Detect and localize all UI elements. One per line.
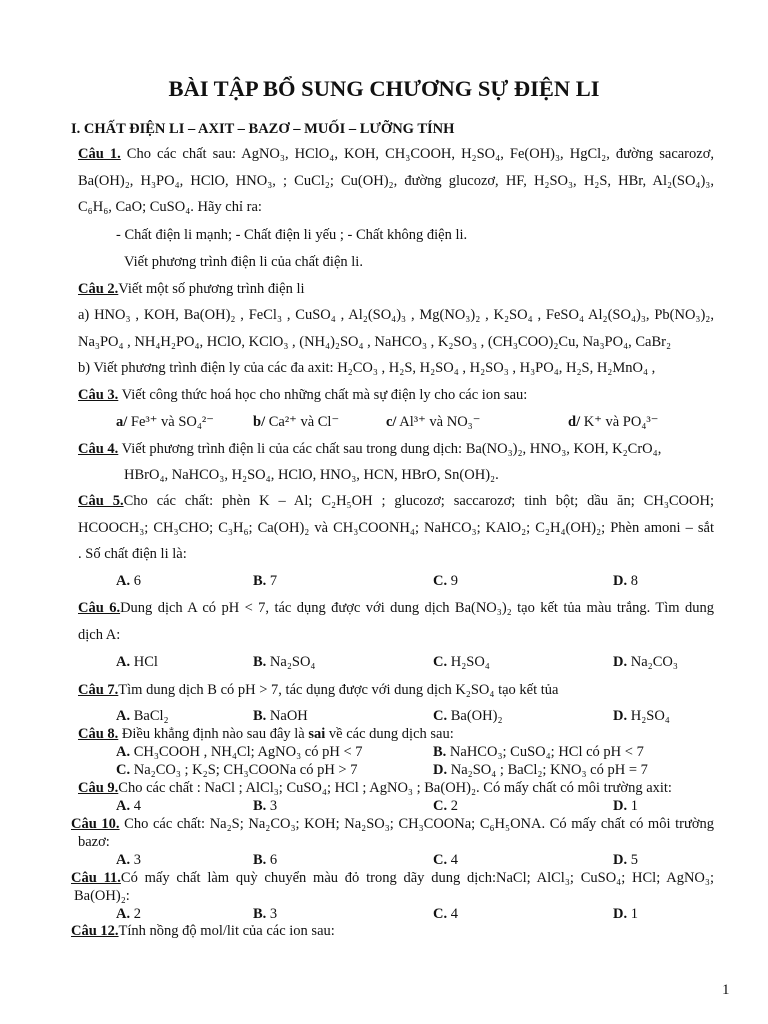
- question-5-option-d: D. 8: [613, 573, 638, 589]
- question-3-option-b: b/ Ca²⁺ và Cl⁻: [253, 414, 340, 430]
- question-8-option-d: D. Na₂SO₄ ; BaCl₂; KNO₃ có pH = 7: [433, 762, 648, 778]
- question-9-option-d: D. 1: [613, 798, 638, 814]
- question-9-line-1: Câu 9.Cho các chất : NaCl ; AlCl₃; CuSO₄; HCl ; AgNO₃ ; Ba(OH)₂. Có mấy chất có môi trường axit:: [78, 780, 672, 796]
- question-3-line-1: Câu 3. Viết công thức hoá học cho những chất mà sự điện ly cho các ion sau:: [78, 387, 528, 403]
- question-3-option-d: d/ K⁺ và PO₄³⁻: [568, 414, 659, 430]
- question-7-option-d: D. H₂SO₄: [613, 708, 670, 724]
- question-7-option-b: B. NaOH: [253, 708, 308, 724]
- question-7-option-c: C. Ba(OH)₂: [433, 708, 503, 724]
- question-3-label: Câu 3.: [78, 387, 119, 403]
- page-number: 1: [722, 982, 730, 998]
- question-9-option-b: B. 3: [253, 798, 278, 814]
- question-2-line-3: Na₃PO₄ , NH₄H₂PO₄, HClO, KClO₃ , (NH₄)₂SO₄ , NaHCO₃ , K₂SO₃ , (CH₃COO)₂Cu, Na₃PO₄, CaBr₂: [78, 334, 672, 350]
- question-1-line-1: Câu 1. Cho các chất sau: AgNO₃, HClO₄, KOH, CH₃COOH, H₂SO₄, Fe(OH)₃, HgCl₂, đường sacarozơ,: [78, 146, 714, 162]
- question-5-option-b: B. 7: [253, 573, 278, 589]
- question-3-option-c: c/ Al³⁺ và NO₃⁻: [386, 414, 481, 430]
- question-10-line-2: bazơ:: [78, 834, 110, 850]
- question-10-option-b: B. 6: [253, 852, 278, 868]
- question-6-option-a: A. HCl: [116, 654, 158, 670]
- question-9-option-a: A. 4: [116, 798, 141, 814]
- question-8-line-1: Câu 8. Điều khẳng định nào sau đây là sai về các dung dịch sau:: [78, 726, 454, 742]
- question-6-line-1: Câu 6.Dung dịch A có pH < 7, tác dụng được với dung dịch Ba(NO₃)₂ tạo kết tủa màu trắng. Tìm dung: [78, 600, 714, 616]
- question-11-option-d: D. 1: [613, 906, 638, 922]
- question-6-label: Câu 6.: [78, 600, 121, 616]
- question-5-option-c: C. 9: [433, 573, 458, 589]
- question-11-label: Câu 11.: [71, 870, 121, 886]
- question-10-option-c: C. 4: [433, 852, 458, 868]
- question-1-line-2: Ba(OH)₂, H₃PO₄, HClO, HNO₃, ; CuCl₂; Cu(OH)₂, đường glucozơ, HF, H₂SO₃, H₂S, HBr, Al₂(SO₄)₃,: [78, 173, 714, 189]
- question-3-option-a: a/ Fe³⁺ và SO₄²⁻: [116, 414, 214, 430]
- question-1-label: Câu 1.: [78, 146, 121, 162]
- question-5-label: Câu 5.: [78, 493, 124, 509]
- question-7-line-1: Câu 7.Tìm dung dịch B có pH > 7, tác dụng được với dung dịch K₂SO₄ tạo kết tủa: [78, 682, 559, 698]
- page-title: BÀI TẬP BỔ SUNG CHƯƠNG SỰ ĐIỆN LI: [168, 76, 600, 101]
- question-10-line-1: Câu 10. Cho các chất: Na₂S; Na₂CO₃; KOH; Na₂SO₃; CH₃COONa; C₆H₅ONA. Có mấy chất có môi trường: [71, 816, 714, 832]
- question-4-line-2: HBrO₄, NaHCO₃, H₂SO₄, HClO, HNO₃, HCN, HBrO, Sn(OH)₂.: [124, 467, 499, 483]
- question-1-line-5: Viết phương trình điện li của chất điện li.: [124, 254, 363, 270]
- question-11-option-b: B. 3: [253, 906, 278, 922]
- question-11-line-1: Câu 11.Có mấy chất làm quỳ chuyển màu đỏ trong dãy dung dịch:NaCl; AlCl₃; CuSO₄; HCl; AgNO₃;: [71, 870, 714, 886]
- question-8-option-a: A. CH₃COOH , NH₄Cl; AgNO₃ có pH < 7: [116, 744, 363, 760]
- question-6-option-c: C. H₂SO₄: [433, 654, 490, 670]
- question-11-line-2: Ba(OH)₂:: [74, 888, 130, 904]
- question-9-label: Câu 9.: [78, 780, 119, 796]
- question-8-option-b: B. NaHCO₃; CuSO₄; HCl có pH < 7: [433, 744, 644, 760]
- question-8-label: Câu 8.: [78, 726, 119, 742]
- question-12-label: Câu 12.: [71, 923, 119, 939]
- question-6-line-2: dịch A:: [78, 627, 121, 643]
- question-7-option-a: A. BaCl₂: [116, 708, 169, 724]
- question-5-line-2: HCOOCH₃; CH₃CHO; C₃H₆; Ca(OH)₂ và CH₃COONH₄; NaHCO₃; KAlO₂; C₂H₄(OH)₂; Phèn amoni – sắt: [78, 520, 714, 536]
- section-heading: I. CHẤT ĐIỆN LI – AXIT – BAZƠ – MUỐI – LƯỠNG TÍNH: [71, 121, 455, 137]
- question-1-line-4: - Chất điện li mạnh; - Chất điện li yếu ; - Chất không điện li.: [116, 227, 468, 243]
- question-5-option-a: A. 6: [116, 573, 141, 589]
- question-7-label: Câu 7.: [78, 682, 119, 698]
- question-6-option-b: B. Na₂SO₄: [253, 654, 316, 670]
- question-11-option-c: C. 4: [433, 906, 458, 922]
- question-4-line-1: Câu 4. Viết phương trình điện li của các chất sau trong dung dịch: Ba(NO₃)₂, HNO₃, KOH, K₂CrO₄,: [78, 441, 662, 457]
- question-2-line-4: b) Viết phương trình điện ly của các đa axit: H₂CO₃ , H₂S, H₂SO₄ , H₂SO₃ , H₃PO₄, H₂S, H₂MnO₄ ,: [78, 360, 656, 376]
- question-10-label: Câu 10.: [71, 816, 120, 832]
- question-11-option-a: A. 2: [116, 906, 141, 922]
- question-10-option-a: A. 3: [116, 852, 141, 868]
- question-1-line-3: C₆H₆, CaO; CuSO₄. Hãy chỉ ra:: [78, 199, 262, 215]
- question-8-option-c: C. Na₂CO₃ ; K₂S; CH₃COONa có pH > 7: [116, 762, 358, 778]
- question-2-line-2: a) HNO₃ , KOH, Ba(OH)₂ , FeCl₃ , CuSO₄ , Al₂(SO₄)₃ , Mg(NO₃)₂ , K₂SO₄ , FeSO₄ Al₂(SO₄)₃, Pb(NO₃)₂,: [78, 307, 714, 323]
- question-2-label: Câu 2.: [78, 281, 119, 297]
- question-4-label: Câu 4.: [78, 441, 119, 457]
- question-10-option-d: D. 5: [613, 852, 638, 868]
- question-5-line-3: . Số chất điện li là:: [78, 546, 187, 562]
- question-9-option-c: C. 2: [433, 798, 458, 814]
- question-6-option-d: D. Na₂CO₃: [613, 654, 678, 670]
- question-12-line-1: Câu 12.Tính nồng độ mol/lit của các ion sau:: [71, 923, 335, 939]
- question-2-line-1: Câu 2.Viết một số phương trình điện li: [78, 281, 305, 297]
- question-5-line-1: Câu 5.Cho các chất: phèn K – Al; C₂H₅OH ; glucozơ; saccarozơ; tinh bột; dầu ăn; CH₃COOH;: [78, 493, 714, 509]
